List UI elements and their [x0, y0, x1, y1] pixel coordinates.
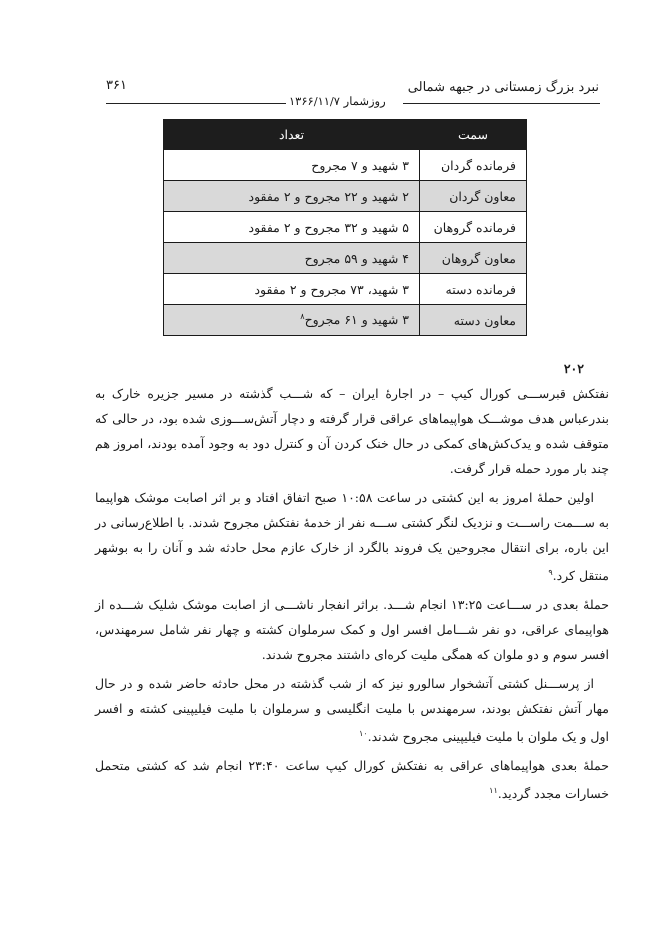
count-cell: ۴ شهید و ۵۹ مجروح: [164, 243, 420, 274]
count-cell: ۳ شهید و ۷ مجروح: [164, 150, 420, 181]
rank-cell: فرمانده گردان: [420, 150, 527, 181]
running-header-title: نبرد بزرگ زمستانی در جبهه شمالی: [407, 80, 599, 95]
paragraph: نفتکش قبرســـی کورال کیپ – در اجارهٔ ایران – که شـــب گذشته در مسیر جزیره خارک به بندرعباس هدف موشـــک هواپیماهای عراقی قرار گرفته و دچار آتش‌ســـوزی شده بود، در حالی که متوقف شده و یدک‌کش‌های کمکی در حال خنک کردن آن و کنترل دود به وجود آمده بودند، امروز هم چند بار مورد حمله قرار گرفت.: [95, 386, 609, 476]
page-number: ۳۶۱: [106, 78, 127, 93]
count-text: ۳ شهید و ۶۱ مجروح: [304, 312, 409, 328]
count-cell: ۳ شهید، ۷۳ مجروح و ۲ مفقود: [164, 274, 420, 305]
paragraph: [95, 753, 609, 806]
header-rule-left: [106, 103, 286, 104]
paragraph: حملهٔ بعدی در ســـاعت ۱۳:۲۵ انجام شـــد. براثر انفجار ناشـــی از اصابت موشک شلیک شـــده از هواپیمای عراقی، دو نفر شـــامل افسر اول و کمک سرملوان کشته و چهار نفر شامل سرمهندس، افسر سوم و دو ملوان که همگی ملیت کره‌ای داشتند مجروح شدند.: [95, 597, 609, 663]
table-row: [164, 274, 527, 305]
column-header-rank: سمت: [420, 120, 527, 150]
paragraph-text: اولین حملهٔ امروز به این کشتی در ساعت ۱۰:۵۸ صبح اتفاق افتاد و بر اثر اصابت موشک هواپیما به ســـمت راســـت و نزدیک لنگر کشتی ســـه نفر از خدمهٔ نفتکش مجروح شدند. با اطلاع‌رسانی در این باره، برای انتقال مجروحین یک فروند بالگرد از خارک عازم محل حادثه شد و آنان را به بوشهر منتقل کرد.: [94, 490, 609, 584]
count-cell: [164, 305, 420, 336]
rank-cell: فرمانده گروهان: [420, 212, 527, 243]
paragraph: [95, 671, 609, 749]
body-text: [95, 381, 609, 810]
rank-cell: معاون دسته: [420, 305, 527, 336]
paragraph-text: حملهٔ بعدی هواپیماهای عراقی به نفتکش کورال کیپ ساعت ۲۳:۴۰ انجام شد که کشتی متحمل خسارات مجدد گردید.: [95, 758, 609, 802]
table-row: [164, 181, 527, 212]
rank-cell: معاون گروهان: [420, 243, 527, 274]
table-row: [164, 243, 527, 274]
casualties-table: [163, 119, 527, 336]
table-header-row: [164, 120, 527, 150]
rank-cell: فرمانده دسته: [420, 274, 527, 305]
count-cell: ۲ شهید و ۲۲ مجروح و ۲ مفقود: [164, 181, 420, 212]
column-header-count: تعداد: [164, 120, 420, 150]
paragraph: [95, 485, 609, 588]
footnote-marker: ۱۰: [359, 729, 368, 739]
footnote-marker: ۱۱: [489, 786, 498, 796]
footnote-marker: ۸: [300, 312, 305, 322]
footnote-marker: ۹: [548, 568, 553, 577]
table-row: [164, 150, 527, 181]
running-header-date: روزشمار ۱۳۶۶/۱۱/۷: [289, 94, 386, 108]
section-number: ۲۰۲: [563, 361, 584, 376]
rank-cell: معاون گردان: [420, 181, 527, 212]
paragraph-text: از پرســـنل کشتی آتشخوار سالورو نیز که از شب گذشته در محل حادثه حاضر شده و در حال مهار آتش نفتکش بودند، سرمهندس با ملیت انگلیسی و سرملوان با ملیت فیلیپینی کشته و افسر اول و یک ملوان با ملیت فیلیپینی مجروح شدند.: [95, 676, 609, 745]
header-rule-right: [403, 103, 600, 104]
table-row: [164, 212, 527, 243]
table-row: [164, 305, 527, 336]
count-cell: ۵ شهید و ۳۲ مجروح و ۲ مفقود: [164, 212, 420, 243]
